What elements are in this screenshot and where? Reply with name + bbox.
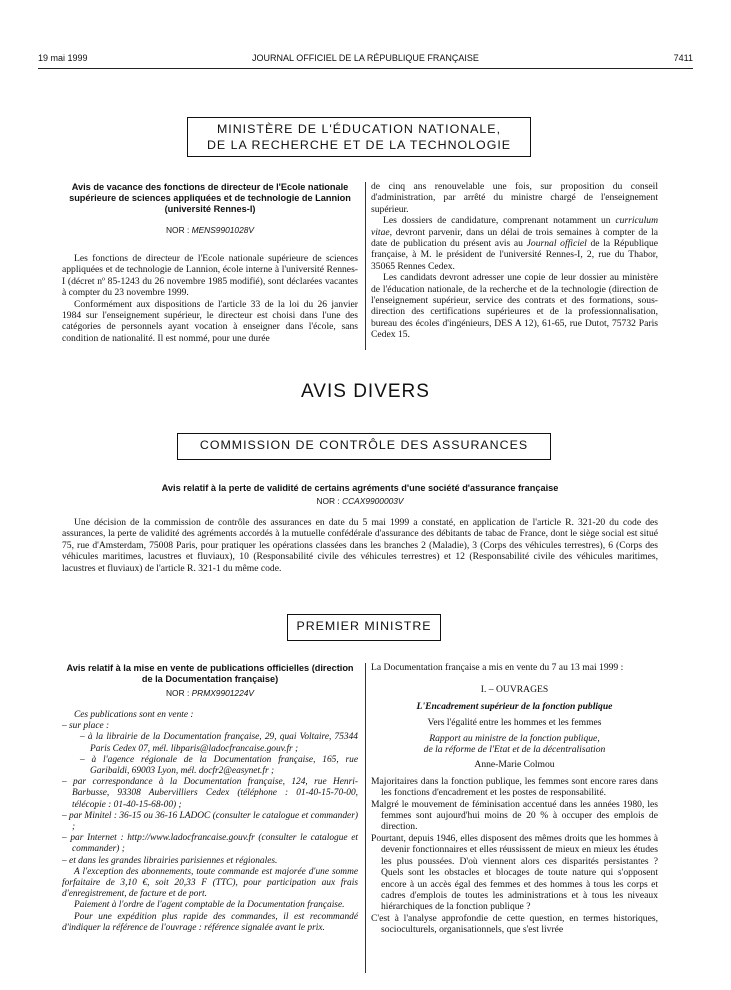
avis-agrements-nor: NOR : CCAX9900003V [316, 496, 404, 506]
list-item: – à l'agence régionale de la Documentation française, 165, rue Garibaldi, 69003 Lyon, mél. docfr2@easynet.fr ; [80, 754, 358, 777]
list-item: – à la librairie de la Documentation française, 29, quai Voltaire, 75344 Paris Cedex 07, mél. libparis@ladocfrancaise.gouv.fr ; [80, 732, 358, 754]
premier-ministre-heading-box: PREMIER MINISTRE [287, 614, 441, 641]
list-item: Ces publications sont en vente : [74, 710, 194, 720]
avis-agrements-body [62, 517, 658, 574]
summary-paragraph: Malgré le mouvement de féminisation accentué dans les années 1980, les femmes sont aujourd'hui moins de 20 % à occuper des emplois de direction. [371, 798, 658, 833]
list-item: Pour une expédition plus rapide des commandes, il est recommandé d'indiquer la référence de l'ouvrage : référence signalée avant le prix. [62, 911, 358, 933]
avis-vente-title: Avis relatif à la mise en vente de publications officielles (direction de la Documentation française) [66, 663, 354, 684]
paragraph: Une décision de la commission de contrôle des assurances en date du 5 mai 1999 a constaté, en application de l'article R. 321-20 du code des assurances, la perte de validité des agréments accordés à la mutuelle confédérale d'assurance des débitants de tabac de France, dont le siège social est situé 75, rue d'Amsterdam, 75008 Paris, pour pratiquer les opérations classées dans les branches 2 (Maladie), 3 (Corps des véhicules terrestres), 6 (Corps des véhicules maritimes, lacustres et fluviaux), 10 (Responsabilité civile des véhicules terrestres) et 12 (Responsabilité civile des véhicules maritimes, lacustres et fluviaux) de l'article R. 321-1 du même code. [62, 517, 658, 574]
avis-agrements-title: Avis relatif à la perte de validité de certains agréments d'une société d'assurance française [161, 483, 559, 493]
ministry-line-2: DE LA RECHERCHE ET DE LA TECHNOLOGIE [206, 138, 512, 152]
ministry-line-1: MINISTÈRE DE L'ÉDUCATION NATIONALE, [216, 122, 502, 136]
avis-vacance-nor [62, 225, 358, 235]
paragraph: Conformément aux dispositions de l'article 33 de la loi du 26 janvier 1984 sur l'enseignement supérieur, le directeur est choisi dans l'une des catégories de personnels ayant vocation à enseigner dans l'école, sans condition de nationalité. Il est nommé, pour une durée [62, 298, 358, 344]
header-page-number: 7411 [673, 53, 693, 63]
ministry-heading-box [187, 117, 531, 157]
book-subtitle: Vers l'égalité entre les hommes et les femmes [427, 717, 602, 729]
book-report-line-1: Rapport au ministre de la fonction publique, [429, 732, 600, 744]
list-item: – par Minitel : 36-15 ou 36-16 LADOC (consulter le catalogue et commander) ; [62, 810, 358, 833]
book-report-line-2: de la réforme de l'Etat et de la décentralisation [423, 744, 606, 756]
avis-vacance-right-column [371, 181, 658, 341]
summary-paragraph: Pourtant, depuis 1946, elles disposent des mêmes droits que les hommes à devenir fonctionnaires et elles réussissent de mieux en mieux les études les plus poussées. D'où viennent alors ces disparités persistantes ? Quels sont les obstacles et blocages de toute nature qui s'opposent encore à un accès égal des femmes et des hommes à tous les corps et cadres d'emplois de toutes les administrations et à tous les niveaux hiérarchiques de la fonction publique ? [371, 832, 658, 913]
paragraph: Les candidats devront adresser une copie de leur dossier au ministère de l'éducation nationale, de la recherche et de la technologie (direction de l'enseignement supérieur, service des contrats et des formations, sous-direction des certifications supérieures et de la professionnalisation, bureau des écoles d'ingénieurs, DES A 12), 61-65, rue Dutot, 75732 Paris Cedex 15. [371, 272, 658, 341]
list-item: – par correspondance à la Documentation française, 124, rue Henri-Barbusse, 93308 Aubervilliers Cedex (téléphone : 01-40-15-70-00, télécopie : 01-40-15-68-00) ; [62, 777, 358, 810]
avis-vacance-left-column [62, 182, 358, 344]
list-item: – sur place : [62, 721, 110, 732]
list-item: – par Internet : http://www.ladocfrancaise.gouv.fr (consulter le catalogue et commander) ; [62, 833, 358, 855]
column-divider [365, 182, 366, 350]
summary-paragraph: C'est à l'analyse approfondie de cette question, en termes historiques, socioculturels, organisationnels, que s'est livrée [371, 912, 658, 936]
summary-paragraph: Majoritaires dans la fonction publique, les femmes sont encore rares dans les fonctions d'encadrement et les postes de responsabilité. [371, 775, 658, 799]
avis-vente-nor: NOR : PRMX9901224V [166, 688, 254, 698]
column-divider [365, 663, 366, 973]
avis-vente-right-column [371, 662, 658, 936]
book-summary [371, 776, 658, 936]
paragraph: Les dossiers de candidature, comprenant notamment un curriculum vitae, devront parvenir, dans un délai de trois semaines à compter de la date de publication du présent avis au Journal officiel de la République française, à M. le président de l'université Rennes-I, 2, rue du Thabor, 35065 Rennes Cedex. [371, 215, 659, 272]
avis-divers-heading: AVIS DIVERS [301, 381, 430, 402]
header-journal-title: JOURNAL OFFICIEL DE LA RÉPUBLIQUE FRANÇAISE [252, 53, 479, 63]
book-title: L'Encadrement supérieur de la fonction publique [416, 700, 613, 712]
avis-vente-list [62, 710, 358, 934]
paragraph: de cinq ans renouvelable une fois, sur proposition du conseil d'administration, par arrêté du ministre chargé de l'enseignement supérieur. [371, 181, 658, 215]
section-heading: I. – OUVRAGES [480, 684, 549, 696]
avis-vente-left-column [62, 663, 358, 934]
header-date: 19 mai 1999 [38, 53, 88, 63]
commission-heading-box: COMMISSION DE CONTRÔLE DES ASSURANCES [177, 433, 551, 460]
book-author: Anne-Marie Colmou [474, 759, 555, 771]
intro: La Documentation française a mis en vente du 7 au 13 mai 1999 : [371, 662, 624, 673]
avis-vacance-body-left [62, 253, 358, 344]
header-rule [38, 68, 693, 69]
list-item: – et dans les grandes librairies parisiennes et régionales. [62, 855, 278, 866]
nor-label: NOR : [166, 225, 190, 235]
paragraph: Les fonctions de directeur de l'Ecole nationale supérieure de sciences appliquées et de technologie de Lannion, école interne à l'université Rennes-I (décret nº 85-1243 du 26 novembre 1985 modifié), sont déclarées vacantes à compter du 23 novembre 1999. [62, 253, 358, 299]
list-item: A l'exception des abonnements, toute commande est majorée d'une somme forfaitaire de 3,10 €, soit 20,33 F (TTC), pour participation aux frais d'enregistrement, de facture et de port. [62, 866, 358, 900]
list-item: Paiement à l'ordre de l'agent comptable de la Documentation française. [74, 900, 345, 911]
avis-vacance-title: Avis de vacance des fonctions de directeur de l'Ecole nationale supérieure de sciences appliquées et de technologie de Lannion (université Rennes-I) [69, 182, 351, 214]
avis-agrements-section [62, 483, 658, 574]
nor-code: MENS9901028V [191, 225, 254, 235]
